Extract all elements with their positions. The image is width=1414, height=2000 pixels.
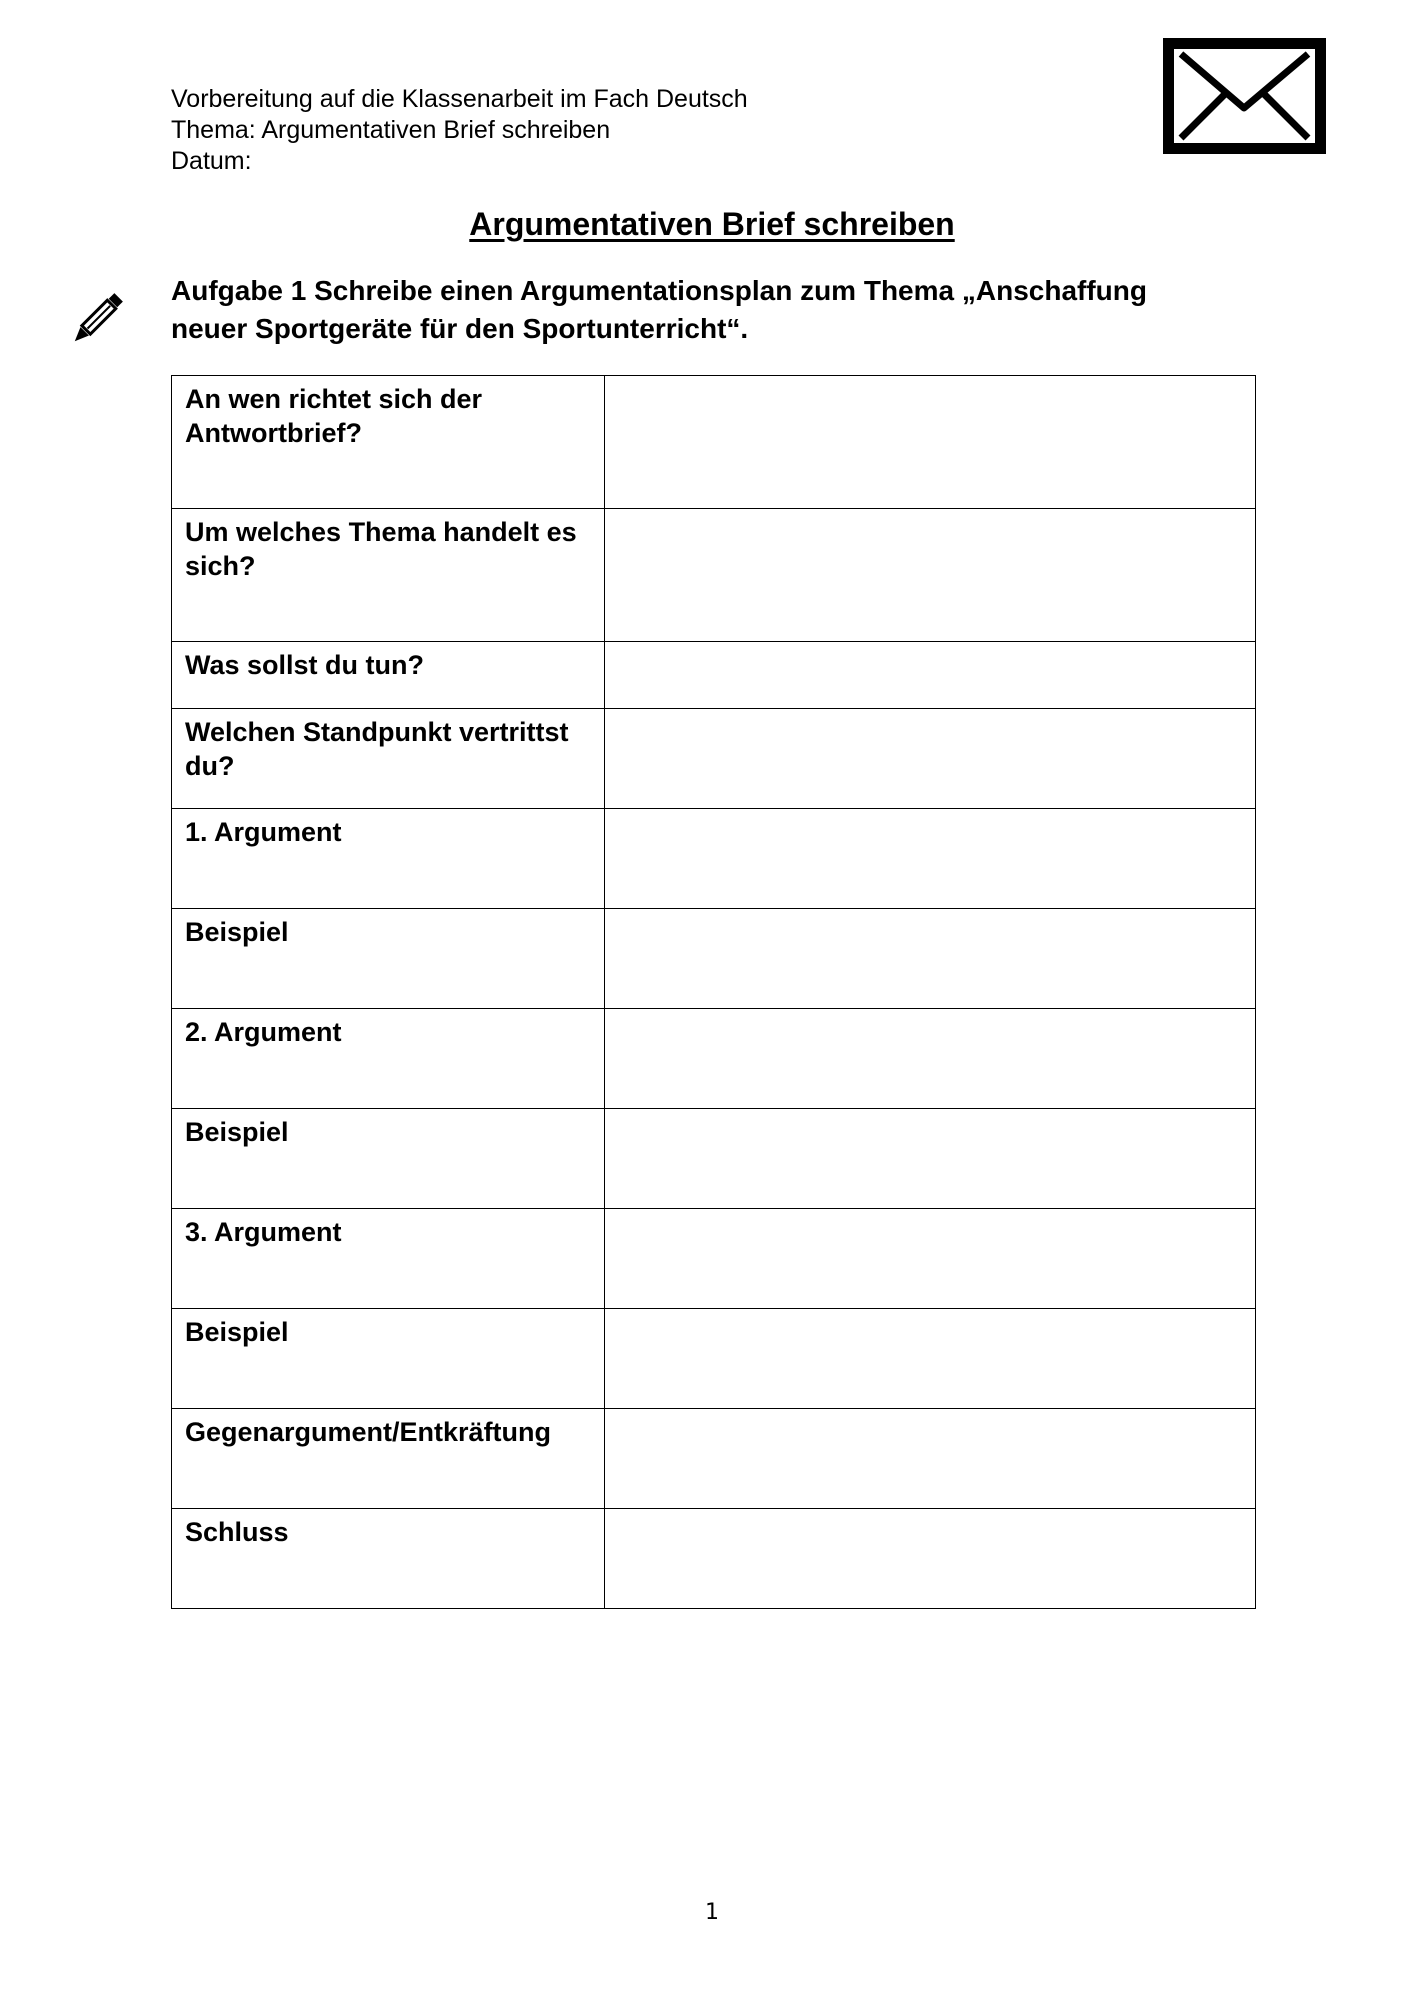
answer-cell-argument-3[interactable] (605, 1209, 1256, 1309)
table-row (172, 909, 1256, 1009)
pencil-icon (66, 290, 126, 350)
row-label-argument-1: 1. Argument (172, 809, 605, 909)
answer-cell-counterargument[interactable] (605, 1409, 1256, 1509)
table-row (172, 1209, 1256, 1309)
answer-cell-recipient[interactable] (605, 376, 1256, 509)
row-label-counterargument: Gegenargument/Entkräftung (172, 1409, 605, 1509)
answer-cell-task[interactable] (605, 642, 1256, 709)
header-line-date: Datum: (171, 147, 252, 175)
table-row (172, 1109, 1256, 1209)
task-instruction (171, 272, 1251, 348)
row-label-argument-3: 3. Argument (172, 1209, 605, 1309)
page-title: Argumentativen Brief schreiben (469, 206, 955, 242)
answer-cell-example-3[interactable] (605, 1309, 1256, 1409)
table-row (172, 1309, 1256, 1409)
document-header (171, 84, 748, 177)
table-row (172, 1009, 1256, 1109)
task-line-1: Aufgabe 1 Schreibe einen Argumentationsplan zum Thema „Anschaffung (171, 275, 1147, 306)
table-row (172, 509, 1256, 642)
header-line-topic: Thema: Argumentativen Brief schreiben (171, 116, 611, 144)
row-label-example-1: Beispiel (172, 909, 605, 1009)
row-label-topic: Um welches Thema handelt es sich? (172, 509, 605, 642)
table-row (172, 809, 1256, 909)
row-label-example-2: Beispiel (172, 1109, 605, 1209)
row-label-example-3: Beispiel (172, 1309, 605, 1409)
task-line-2: neuer Sportgeräte für den Sportunterricht“. (171, 313, 749, 344)
answer-cell-example-2[interactable] (605, 1109, 1256, 1209)
table-row (172, 709, 1256, 809)
answer-cell-example-1[interactable] (605, 909, 1256, 1009)
answer-cell-standpoint[interactable] (605, 709, 1256, 809)
answer-cell-argument-2[interactable] (605, 1009, 1256, 1109)
table-row (172, 376, 1256, 509)
table-row (172, 1509, 1256, 1609)
row-label-argument-2: 2. Argument (172, 1009, 605, 1109)
answer-cell-topic[interactable] (605, 509, 1256, 642)
envelope-icon (1163, 38, 1326, 154)
row-label-standpoint: Welchen Standpunkt vertrittst du? (172, 709, 605, 809)
table-row (172, 642, 1256, 709)
row-label-recipient: An wen richtet sich der Antwortbrief? (172, 376, 605, 509)
header-line-subject: Vorbereitung auf die Klassenarbeit im Fach Deutsch (171, 85, 748, 113)
table-row (172, 1409, 1256, 1509)
answer-cell-conclusion[interactable] (605, 1509, 1256, 1609)
page-number: 1 (705, 1900, 719, 1925)
row-label-conclusion: Schluss (172, 1509, 605, 1609)
argumentation-plan-table (171, 375, 1256, 1609)
answer-cell-argument-1[interactable] (605, 809, 1256, 909)
row-label-task: Was sollst du tun? (172, 642, 605, 709)
